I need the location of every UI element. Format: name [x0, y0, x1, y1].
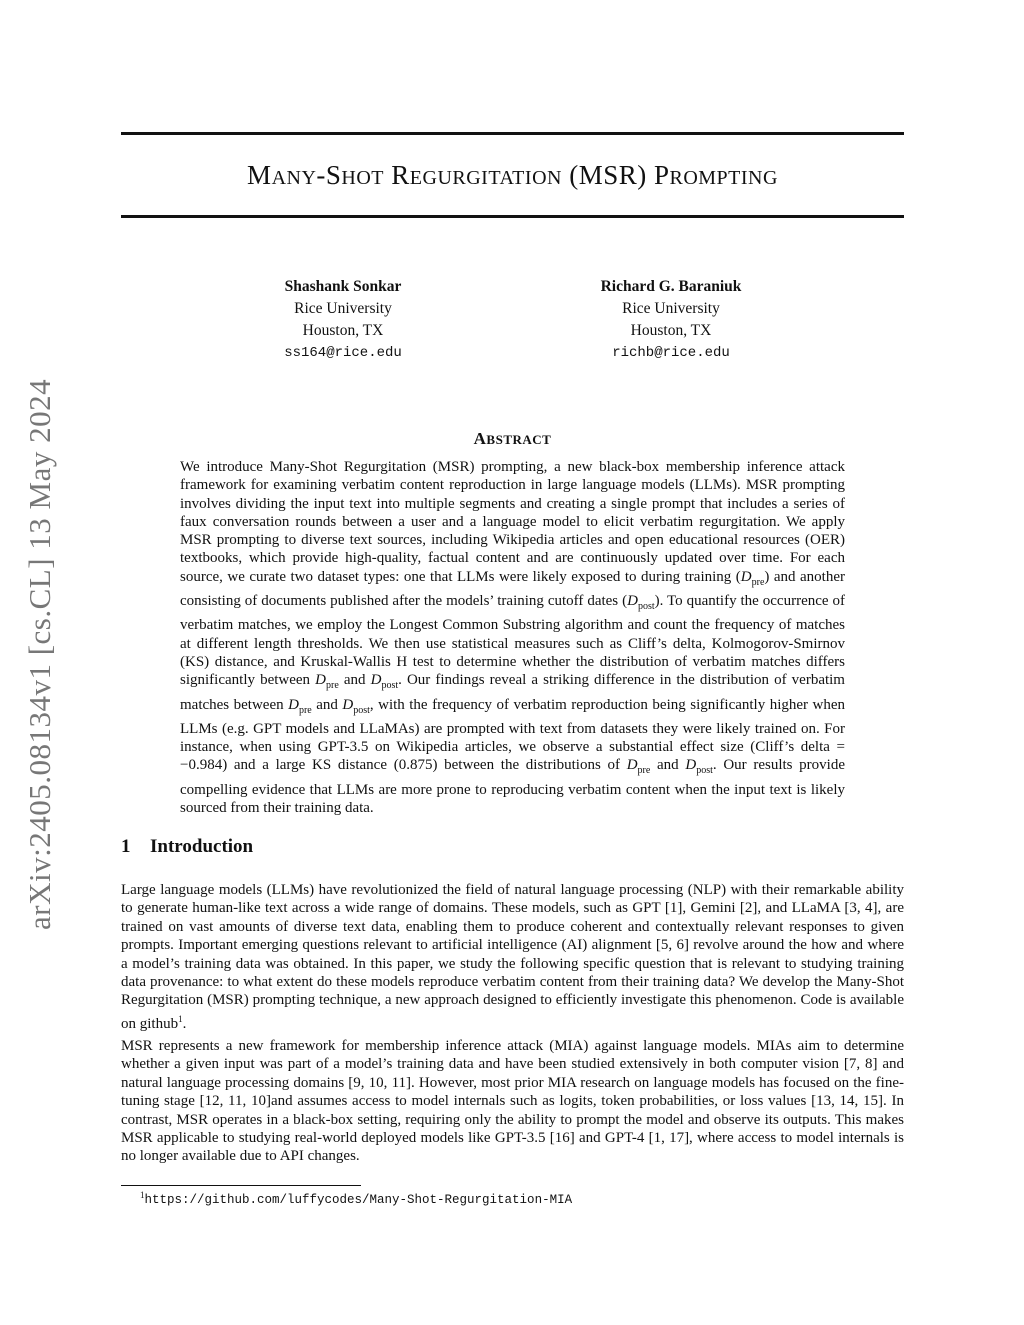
abstract-text: We introduce Many-Shot Regurgitation (MSR) prompting, a new black-box membership inference attack framework for examining verbatim content reproduction in large language models (LLMs). MSR prompting involves dividing the input text into multiple segments and creating a single prompt that includes a series of faux conversation rounds between a user and a language model to elicit verbatim regurgitation. We apply MSR prompting to diverse text sources, including Wikipedia articles and open educational resources (OER) textbooks, which provide high-quality, factual content and are continuously updated over time. For each source, we curate two dataset types: one that LLMs were likely exposed to during training $(D_{pre})$ and another consisting of documents published after the models’ training cutoff dates $(D_{post})$. To quantify the occurrence of verbatim matches, we employ the Longest Common Substring algorithm and count the frequency of matches at different length thresholds. We then use statistical measures such as Cliff’s delta, Kolmogorov-Smirnov (KS) distance, and Kruskal-Wallis H test to determine whether the distribution of verbatim matches differs significantly between $D_{pre}$ and $D_{post}$. Our findings reveal a striking difference in the distribution of verbatim matches between $D_{pre}$ and $D_{post}$, with the frequency of verbatim reproduction being significantly higher when LLMs (e.g. GPT models and LLaMAs) are prompted with text from datasets they were likely trained on. For instance, when using GPT-3.5 on Wikipedia articles, we observe a substantial effect size (Cliff’s delta = −0.984) and a large KS distance (0.875) between the distributions of $D_{pre}$ and $D_{post}$. Our results provide compelling evidence that LLMs are more prone to reproducing verbatim content when the input text is likely sourced from their training data. [180, 459, 846, 817]
author-block-2 [551, 276, 791, 364]
author-email[interactable]: richb@rice.edu [612, 345, 730, 361]
author-location: Houston, TX [302, 322, 384, 339]
title-bottom-rule [121, 215, 904, 218]
author-affiliation: Rice University [622, 300, 720, 317]
title-top-rule [121, 132, 904, 135]
author-name: Shashank Sonkar [284, 278, 402, 295]
author-block-1 [223, 276, 463, 364]
author-email[interactable]: ss164@rice.edu [284, 345, 402, 361]
author-location: Houston, TX [630, 322, 712, 339]
section-heading-introduction: 1 Introduction [121, 836, 254, 857]
intro-paragraph-2: MSR represents a new framework for membership inference attack (MIA) against language models. MIAs aim to determine whether a given input was part of a model’s training data and have been studied extensively in both computer vision [7, 8] and natural language processing domains [9, 10, 11]. However, most prior MIA research on language models has focused on the fine-tuning stage [12, 11, 10]and assumes access to model internals such as logits, token probabilities, or loss values [13, 14, 15]. In contrast, MSR operates in a black-box setting, requiring only the ability to prompt the model and observe its outputs. This makes MSR applicable to studying real-world deployed models like GPT-3.5 [16] and GPT-4 [1, 17], where access to model internals is no longer available due to API changes. [121, 1038, 904, 1165]
intro-paragraph-1: Large language models (LLMs) have revolutionized the field of natural language processing (NLP) with their remarkable ability to generate human-like text across a wide range of domains. These models, such as GPT [1], Gemini [2], and LLaMA [3, 4], are trained on vast amounts of diverse text data, enabling them to produce coherent and contextually relevant responses to given prompts. Important emerging questions relevant to artificial intelligence (AI) alignment [5, 6] revolve around the how and where a model’s training data was obtained. In this paper, we study the following specific question that is relevant to studying training data provenance: to what extent do these models reproduce verbatim content from their training data? We develop the Many-Shot Regurgitation (MSR) prompting technique, a new approach designed to efficiently investigate this phenomenon. Code is available on github$^1$. [121, 882, 904, 1032]
paper-title: MANY-SHOT REGURGITATION (MSR) PROMPTING [247, 160, 778, 190]
footnote-link[interactable]: https://github.com/luffycodes/Many-Shot-Regurgitation-MIA [144, 1193, 573, 1208]
arxiv-stamp: arXiv:2405.08134v1 [cs.CL] 13 May 2024 [22, 378, 57, 930]
author-name: Richard G. Baraniuk [600, 278, 742, 295]
footnote: $^1$https://github.com/luffycodes/Many-Shot-Regurgitation-MIA [140, 1190, 573, 1208]
footnote-rule [121, 1185, 361, 1186]
footnote-mark[interactable]: 1 [178, 1013, 183, 1024]
abstract-heading: ABSTRACT [473, 429, 552, 448]
author-affiliation: Rice University [294, 300, 392, 317]
